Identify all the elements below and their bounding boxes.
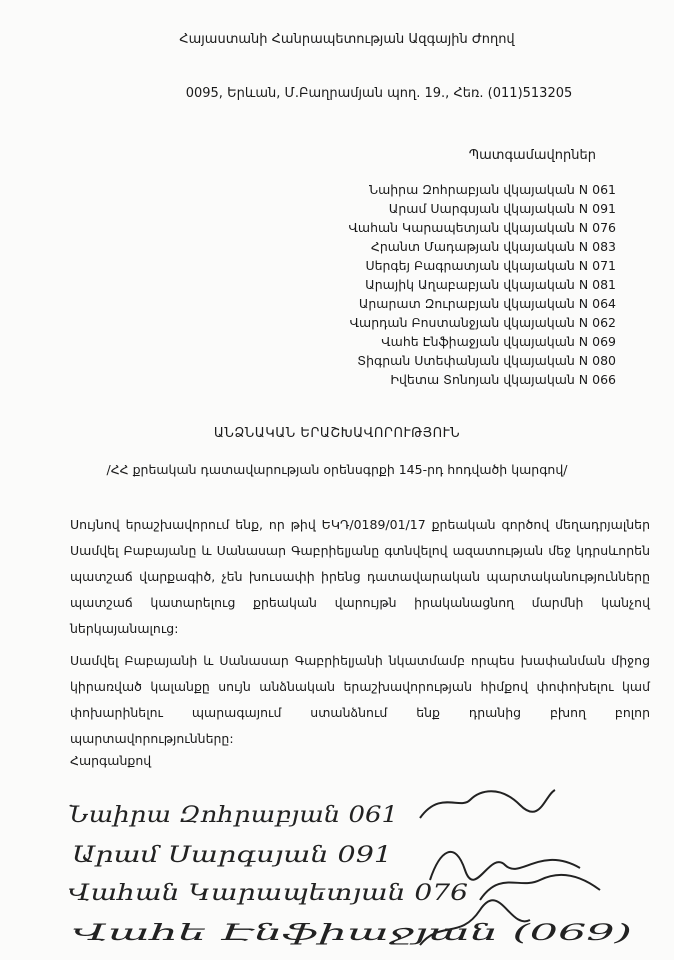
organization-address: 0095, Երևան, Մ.Բաղրամյան պող. 19., Հեռ. (011)513205 [185,86,573,101]
deputies-list [348,180,616,389]
organization-name: Հայաստանի Հանրապետության Ազգային Ժողով [179,32,515,47]
deputy-item: Տիգրան Ստեփանյան վկայական N 080 [357,353,616,368]
paragraph-guarantee: Սույնով երաշխավորում ենք, որ թիվ ԵԿԴ/0189/01/17 քրեական գործով մեղադրյալներ Սամվել Բաբայանը և Սանասար Գաբրիելյանը գտնվելով ազատության մեջ կդրսևորեն պատշաճ վարքագիծ, չեն խուսափի իրենց դատավարական պարտականությունները պատշաճ կատարելուց քրեական վարույթն իրականացնող մարմնի կանչով ներկայանալուց: [70,517,650,636]
deputy-item: Վահե Էնֆիաջյան վկայական N 069 [381,334,616,349]
signature-scribble [420,790,555,818]
recipients-heading: Պատգամավորներ [468,148,596,163]
signature-3 [68,875,600,906]
regards-line: Հարգանքով [70,753,152,768]
deputy-item: Արամ Սարգսյան վկայական N 091 [388,201,616,216]
signature-scribble [480,875,600,900]
deputy-item: Արայիկ Աղաբաբյան վկայական N 081 [365,277,616,292]
signatures-block [0,780,674,960]
deputy-item: Հրանտ Մադաթյան վկայական N 083 [370,239,616,254]
signature-2 [72,843,580,880]
deputy-item: Սերգեյ Բագրատյան վկայական N 071 [365,258,616,273]
paragraph-obligations: Սամվել Բաբայանի և Սանասար Գաբրիելյանի նկատմամբ որպես խափանման միջոց կիրառված կալանքը սույն անձնական երաշխավորության հիմքով փոփոխելու կամ փոխարինելու պարագայում ստանձնում ենք դրանից բխող բոլոր պարտավորությունները: [70,653,650,746]
document-subtitle: /ՀՀ քրեական դատավարության օրենսգրքի 145-րդ հոդվածի կարգով/ [106,462,568,477]
signature-text: Վահե Էնֆիաջյան (069) [72,921,632,946]
deputy-item: Վահան Կարապետյան վկայական N 076 [348,220,616,235]
signature-text: Արամ Սարգսյան 091 [72,843,392,868]
signature-1 [68,790,555,828]
document-title: ԱՆՁՆԱԿԱՆ ԵՐԱՇԽԱՎՈՐՈՒԹՅՈՒՆ [213,426,461,441]
signature-4 [72,900,632,946]
signature-text: Վահան Կարապետյան 076 [68,881,468,906]
deputy-item: Նաիրա Զոհրաբյան վկայական N 061 [368,182,616,197]
signature-text: Նաիրա Զոհրաբյան 061 [68,803,398,828]
deputy-item: Արարատ Զուրաբյան վկայական N 064 [358,296,616,311]
deputy-item: Իվետա Տոնոյան վկայական N 066 [390,372,616,387]
deputy-item: Վարդան Բոստանջյան վկայական N 062 [349,315,616,330]
